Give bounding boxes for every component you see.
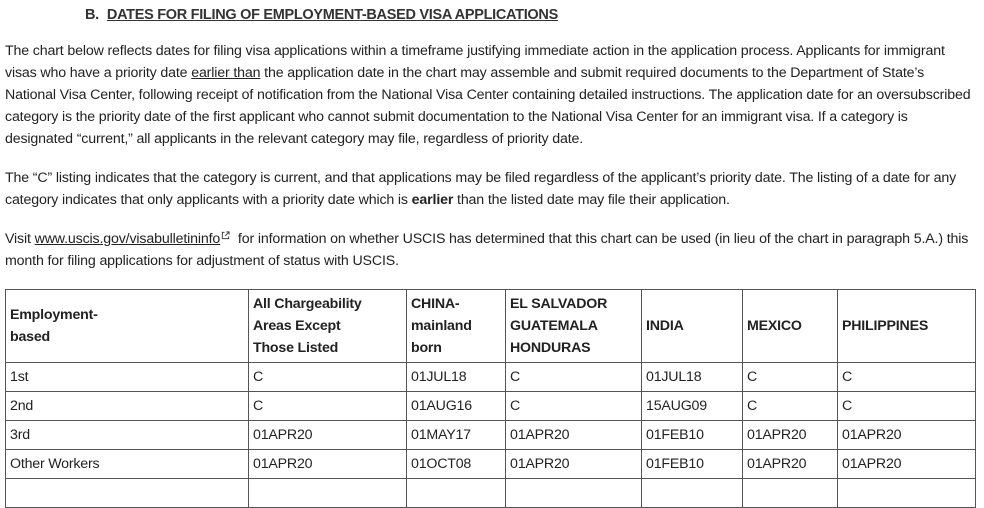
table-cell: 3rd <box>6 421 249 450</box>
table-row <box>6 450 976 479</box>
table-cell: C <box>506 392 642 421</box>
table-cell: C <box>249 392 407 421</box>
section-title: DATES FOR FILING OF EMPLOYMENT-BASED VISA APPLICATIONS <box>106 7 558 23</box>
table-cell: 01OCT08 <box>407 450 506 479</box>
para2-text-a: The “C” listing indicates that the category is current, and that applications may be filed regardless of the applicant’s priority date. The listing of a date for any category indicates that only applicants with a priority date which is <box>5 170 957 208</box>
para1-text-b: the application date in the chart may assemble and submit required documents to the Department of State’s National Visa Center, following receipt of notification from the National Visa Center containing detailed instructions. The application date for an oversubscribed category is the priority date of the first applicant who cannot submit documentation to the National Visa Center for an immigrant visa. If a category is designated “current,” all applicants in the relevant category may file, regardless of priority date. <box>5 65 971 147</box>
table-cell: 01APR20 <box>743 421 838 450</box>
table-cell: C <box>743 363 838 392</box>
table-cell: C <box>249 363 407 392</box>
para3-text-a: Visit <box>5 231 35 247</box>
para2-text-b: than the listed date may file their application. <box>453 192 730 208</box>
header-el-salvador-guatemala-honduras: EL SALVADOR GUATEMALA HONDURAS <box>506 290 642 363</box>
header-employment-based: Employment- based <box>6 290 249 363</box>
table-row <box>6 363 976 392</box>
table-cell: C <box>838 392 976 421</box>
table-cell: 01FEB10 <box>642 450 743 479</box>
table-cell: C <box>506 363 642 392</box>
uscis-visa-bulletin-link[interactable]: www.uscis.gov/visabulletininfo <box>34 231 221 247</box>
table-cell: 01JUL18 <box>407 363 506 392</box>
table-header-row <box>6 290 976 363</box>
table-cell: 01APR20 <box>249 450 407 479</box>
table-cell: 1st <box>6 363 249 392</box>
table-cell: 01APR20 <box>506 450 642 479</box>
uscis-visit-paragraph <box>5 228 975 272</box>
filing-chart-description <box>5 40 975 150</box>
external-link-icon[interactable] <box>221 231 230 240</box>
section-heading <box>85 7 975 23</box>
table-cell: 01JUL18 <box>642 363 743 392</box>
para1-text-a: The chart below reflects dates for filing visa applications within a timeframe justifying immediate action in the application process. Applicants for immigrant visas who have a priority date <box>5 43 945 81</box>
header-philippines: PHILIPPINES <box>838 290 976 363</box>
table-cell: 01FEB10 <box>642 421 743 450</box>
table-cell: C <box>743 392 838 421</box>
table-cell: C <box>838 363 976 392</box>
table-row <box>6 421 976 450</box>
table-cell: 01AUG16 <box>407 392 506 421</box>
header-all-chargeability: All Chargeability Areas Except Those Listed <box>249 290 407 363</box>
header-mexico: MEXICO <box>743 290 838 363</box>
para2-bold: earlier <box>411 192 454 208</box>
visa-bulletin-section <box>5 0 975 472</box>
table-cell: 01MAY17 <box>407 421 506 450</box>
para3-text-b: for information on whether USCIS has determined that this chart can be used (in lieu of the chart in paragraph 5.A.) this month for filing applications for adjustment of status with USCIS. <box>5 231 969 269</box>
header-india: INDIA <box>642 290 743 363</box>
current-listing-description <box>5 167 975 211</box>
para1-emphasis: earlier than <box>191 65 261 81</box>
employment-based-dates-table <box>5 289 976 508</box>
table-cell: 01APR20 <box>838 450 976 479</box>
table-cell: 01APR20 <box>249 421 407 450</box>
table-cell: Other Workers <box>6 450 249 479</box>
table-row <box>6 392 976 421</box>
table-cell: 2nd <box>6 392 249 421</box>
table-cell: 15AUG09 <box>642 392 743 421</box>
section-letter: B. <box>85 7 99 23</box>
table-cell: 01APR20 <box>743 450 838 479</box>
table-cell: 01APR20 <box>838 421 976 450</box>
table-cell: 01APR20 <box>506 421 642 450</box>
header-china: CHINA- mainland born <box>407 290 506 363</box>
